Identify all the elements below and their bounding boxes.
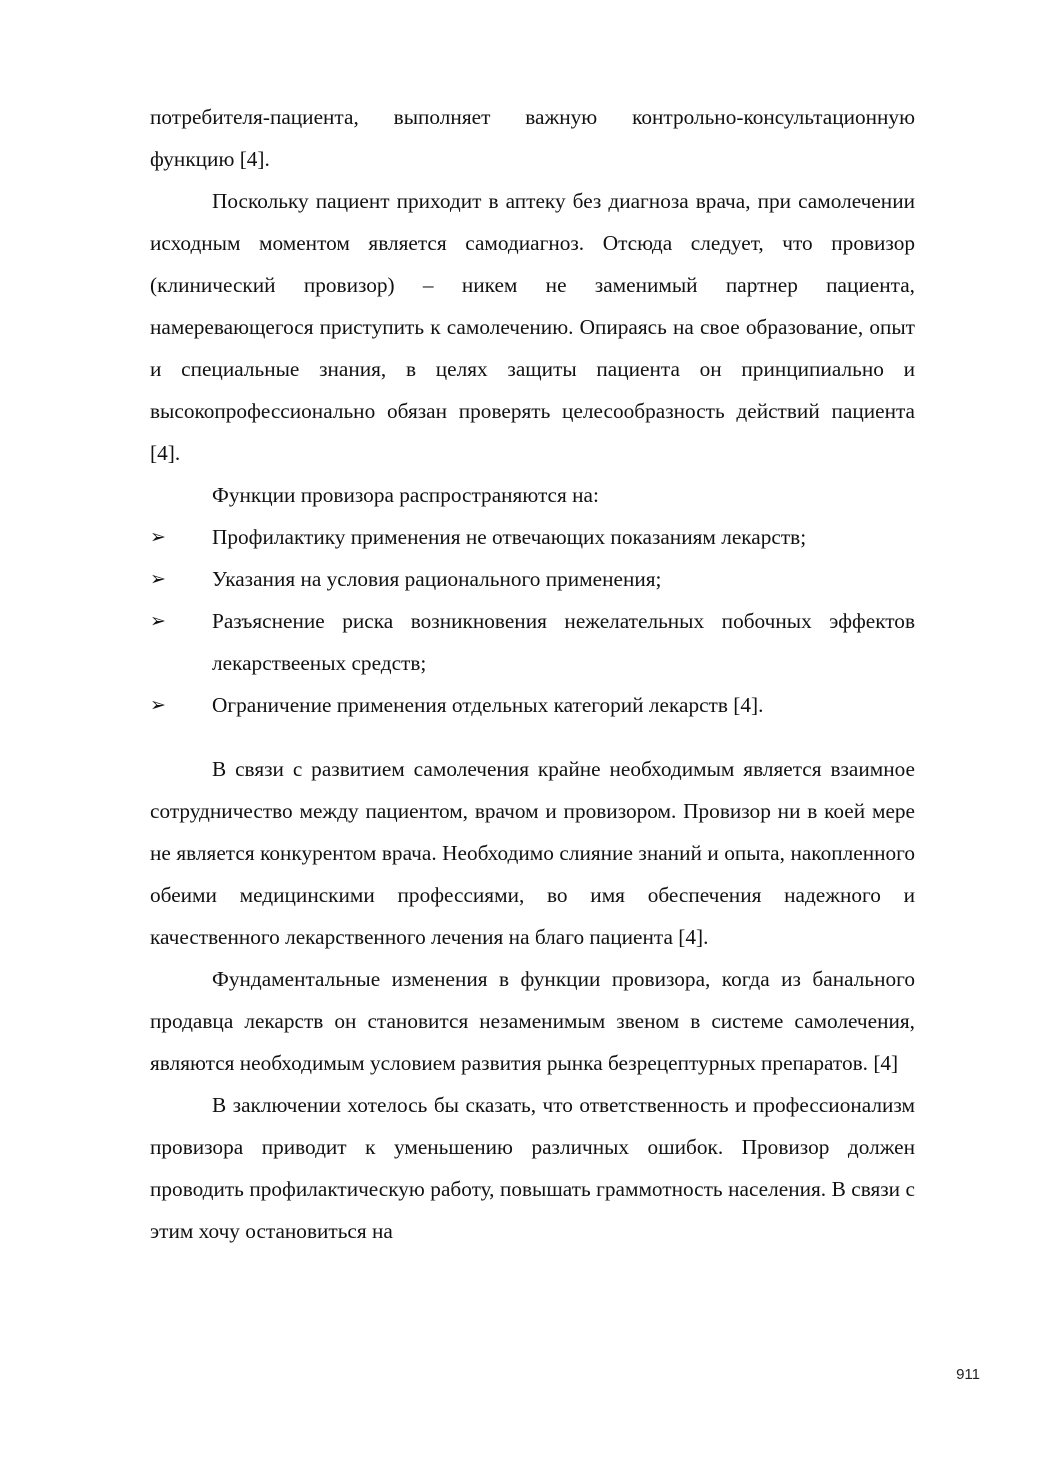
arrowhead-bullet-icon: ➢ (150, 610, 166, 632)
list-item (150, 558, 915, 600)
paragraph-cooperation: В связи с развитием самолечения крайне необходимым является взаимное сотрудничество между пациентом, врачом и провизором. Провизор ни в коей мере не является конкурентом врача. Необходимо слияние знаний и опыта, накопленного обеими медицинскими профессиями, во имя обеспечения надежного и качественного лекарственного лечения на благо пациента [4]. (150, 757, 915, 949)
paragraph-fundamental-changes: Фундаментальные изменения в функции провизора, когда из банального продавца лекарств он становится незаменимым звеном в системе самолечения, являются необходимым условием развития рынка безрецептурных препаратов. [4] (150, 967, 915, 1075)
list-item (150, 600, 915, 684)
list-item (150, 516, 915, 558)
paragraph-conclusion: В заключении хотелось бы сказать, что ответственность и профессионализм провизора приводит к уменьшению различных ошибок. Провизор должен проводить профилактическую работу, повышать граммотность населения. В связи с этим хочу остановиться на (150, 1093, 915, 1243)
document-body (150, 96, 915, 1252)
arrowhead-bullet-icon: ➢ (150, 526, 166, 548)
list-item-text: Ограничение применения отдельных категорий лекарств [4]. (212, 693, 764, 717)
list-item-text: Указания на условия рационального применения; (212, 567, 662, 591)
arrowhead-bullet-icon: ➢ (150, 568, 166, 590)
arrowhead-bullet-icon: ➢ (150, 694, 166, 716)
list-item-text: Разъяснение риска возникновения нежелательных побочных эффектов лекарствееных средств; (212, 609, 915, 675)
paragraph-functions-intro: Функции провизора распространяются на: (212, 483, 599, 507)
functions-list (150, 516, 915, 726)
paragraph-spacer (150, 726, 915, 748)
paragraph-self-diagnosis: Поскольку пациент приходит в аптеку без диагноза врача, при самолечении исходным моментом является самодиагноз. Отсюда следует, что провизор (клинический провизор) – никем не заменимый партнер пациента, намеревающегося приступить к самолечению. Опираясь на свое образование, опыт и специальные знания, в целях защиты пациента он принципиально и высокопрофессионально обязан проверять целесообразность действий пациента [4]. (150, 189, 915, 465)
list-item (150, 684, 915, 726)
page-number: 911 (956, 1366, 980, 1383)
paragraph-continuation: потребителя-пациента, выполняет важную контрольно-консультационную функцию [4]. (150, 105, 915, 171)
list-item-text: Профилактику применения не отвечающих показаниям лекарств; (212, 525, 807, 549)
